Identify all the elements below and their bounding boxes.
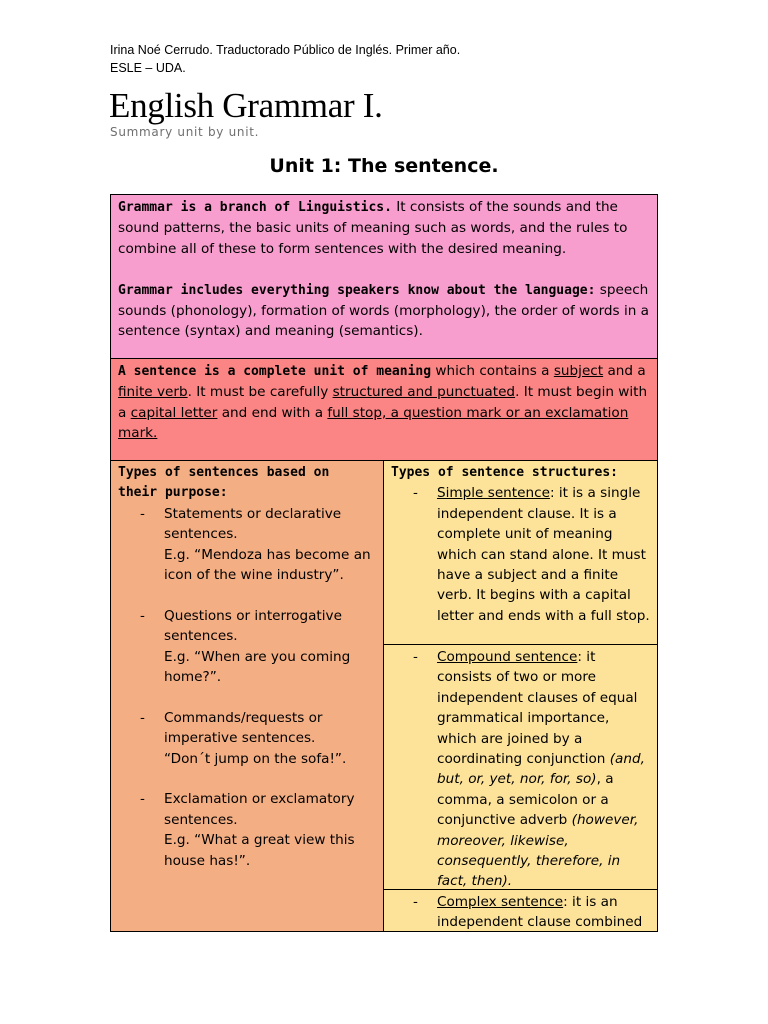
grammar-includes [118,280,650,342]
grammar-definition-cell [111,195,657,359]
grammar-definition [118,197,650,259]
term-end-marks: full stop, a question mark or an exclamation mark. [118,404,629,442]
compound-sentence-text-2: , a comma, a semicolon or a conjunctive adverb [437,771,614,829]
structures-heading: Types of sentence structures: [391,465,618,480]
list-item [391,892,650,931]
sentence-definition-cell [111,359,657,461]
sentence-text: . It must begin with a [118,384,648,421]
list-dash: - [140,791,145,808]
purpose-type-example: E.g. “What a great view this house has!”. [164,832,355,869]
grammar-includes-text: speech sounds (phonology), formation of words (morphology), the order of words in a sentence (syntax) and meaning (semantics). [118,281,650,340]
term-capital-letter: capital letter [130,404,218,421]
institution-line: ESLE – UDA. [110,61,186,75]
sentence-text: . It must be carefully [187,384,333,401]
complex-sentence-text: : it is an independent clause combined [437,894,643,931]
summary-table [110,194,658,932]
term-subject: subject [553,363,604,379]
compound-sentence-cell [384,645,657,890]
list-dash: - [413,894,418,910]
complex-sentence-term: Complex sentence [437,894,564,910]
term-finite-verb: finite verb [118,384,188,401]
purpose-heading: Types of sentences based on their purpose: [118,465,330,501]
list-item [118,504,376,586]
list-item [391,647,650,892]
simple-sentence-text: : it is a single independent clause. It is a complete unit of meaning which can stand alone. It must have a subject and a finite verb. It begins with a capital letter and ends with a full stop. [437,485,650,624]
sentence-text: and end with a [217,404,328,421]
list-item [391,483,650,626]
grammar-includes-bold: Grammar includes everything speakers know about the language: [118,282,596,298]
purpose-type-example: E.g. “When are you coming home?”. [164,648,351,686]
conjunctive-adverbs: (however, moreover, likewise, consequently, therefore, in fact, then). [437,812,639,890]
purpose-type-example: “Don´t jump on the sofa!”. [164,750,347,767]
list-dash: - [413,485,418,502]
purpose-type-label: Exclamation or exclamatory sentences. [164,791,355,828]
term-structured: structured and punctuated [332,384,516,401]
author-line: Irina Noé Cerrudo. Traductorado Público de Inglés. Primer año. [110,43,461,57]
purpose-types-cell [111,461,384,931]
grammar-definition-text: It consists of the sounds and the sound patterns, the basic units of meaning such as words, and the rules to combine all of these to form sentences with the desired meaning. [118,199,628,257]
unit-title: Unit 1: The sentence. [269,155,499,177]
purpose-type-label: Questions or interrogative sentences. [164,607,342,645]
list-item [118,606,376,688]
list-dash: - [140,505,145,522]
purpose-type-label: Commands/requests or imperative sentences. [164,709,323,747]
sentence-text: which contains a [431,363,554,379]
grammar-definition-bold: Grammar is a branch of Linguistics. [118,200,392,215]
simple-sentence-term: Simple sentence [437,485,550,502]
sentence-definition [118,361,650,444]
complex-sentence-cell [384,890,657,931]
sentence-text: and a [603,363,646,379]
list-dash: - [140,709,145,726]
coordinating-conjunctions: (and, but, or, yet, nor, for, so) [437,751,645,788]
sentence-definition-bold: A sentence is a complete unit of meaning [118,364,432,379]
list-item [118,789,376,871]
list-dash: - [140,607,145,624]
list-dash: - [413,649,418,665]
document-subtitle: Summary unit by unit. [110,125,260,139]
document-header [110,41,460,77]
simple-sentence-cell [384,461,657,645]
list-item [118,708,376,769]
purpose-type-example: E.g. “Mendoza has become an icon of the wine industry”. [164,546,371,584]
compound-sentence-text: : it consists of two or more independent clauses of equal grammatical importance, which are joined by a coordinating conjunction [437,649,638,768]
compound-sentence-term: Compound sentence [437,649,578,665]
purpose-type-label: Statements or declarative sentences. [164,505,342,543]
document-title: English Grammar I. [109,86,383,125]
